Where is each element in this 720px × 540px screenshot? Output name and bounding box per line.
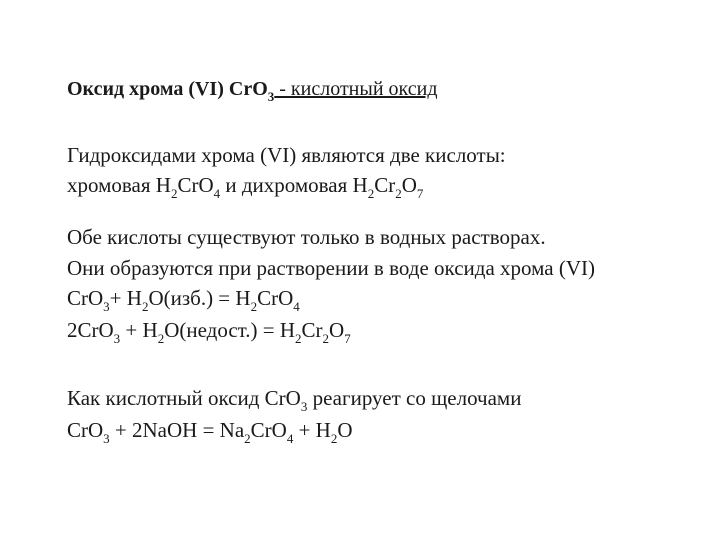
equation-3 <box>67 417 353 446</box>
subscript: 4 <box>286 431 294 446</box>
subscript: 2 <box>330 431 338 446</box>
acids-line-1: Обе кислоты существуют только в водных растворах. <box>67 225 546 249</box>
slide-title <box>67 76 438 104</box>
acids-line-2: Они образуются при растворении в воде оксида хрома (VI) <box>67 256 595 280</box>
subscript: 7 <box>416 186 424 201</box>
text-part: O <box>329 318 345 342</box>
text-part: и дихромовая H <box>220 173 368 197</box>
equation-1 <box>67 285 300 314</box>
text-part: O <box>401 173 417 197</box>
text-part: + H <box>293 418 331 442</box>
hydroxides-line-1: Гидроксидами хрома (VI) являются две кислоты: <box>67 143 506 167</box>
subscript: 3 <box>113 331 121 346</box>
text-part: Cr <box>374 173 396 197</box>
text-part: Cr <box>301 318 323 342</box>
text-part: CrO <box>67 418 104 442</box>
text-part: хромовая H <box>67 173 171 197</box>
subscript: 2 <box>244 431 251 446</box>
subscript: 7 <box>344 331 351 346</box>
text-part: O <box>337 418 353 442</box>
text-part: O(изб.) = H <box>148 286 251 310</box>
subscript: 2 <box>295 331 302 346</box>
alkali-line-1 <box>67 385 521 414</box>
subscript: 2 <box>170 186 178 201</box>
title-bold-text: Оксид хрома (VI) CrO <box>67 78 268 100</box>
subscript: 4 <box>213 186 221 201</box>
subscript: 3 <box>103 299 110 314</box>
text-part: CrO <box>257 286 294 310</box>
subscript: 2 <box>141 299 149 314</box>
text-part: + H <box>109 286 142 310</box>
title-rest-text: - кислотный оксид <box>274 78 438 100</box>
title-subscript: 3 <box>267 89 275 104</box>
subscript: 3 <box>103 431 110 446</box>
subscript: 2 <box>322 331 330 346</box>
text-part: CrO <box>250 418 287 442</box>
text-part: CrO <box>67 286 104 310</box>
subscript: 2 <box>157 331 165 346</box>
hydroxides-line-2 <box>67 172 423 201</box>
text-part: Как кислотный оксид CrO <box>67 386 301 410</box>
text-part: CrO <box>177 173 214 197</box>
text-part: 2CrO <box>67 318 114 342</box>
subscript: 2 <box>250 299 258 314</box>
text-part: реагирует со щелочами <box>307 386 522 410</box>
text-part: + H <box>120 318 158 342</box>
subscript: 2 <box>367 186 375 201</box>
subscript: 3 <box>300 399 308 414</box>
text-part: O(недост.) = H <box>164 318 296 342</box>
equation-2 <box>67 317 351 346</box>
text-part: + 2NaOH = Na <box>109 418 245 442</box>
subscript: 2 <box>395 186 402 201</box>
subscript: 4 <box>293 299 300 314</box>
